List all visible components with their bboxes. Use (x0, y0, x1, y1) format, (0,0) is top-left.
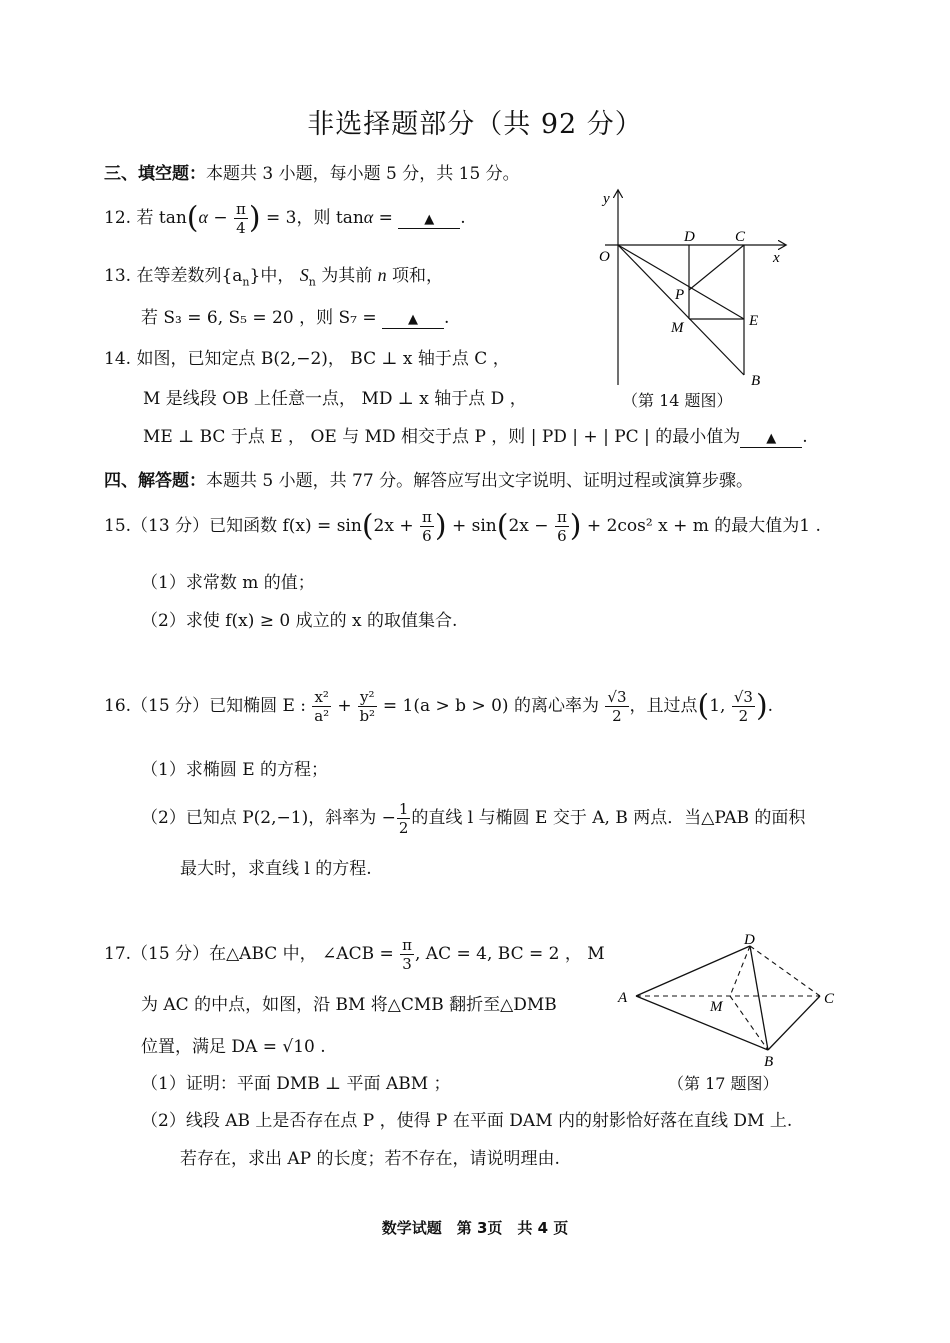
q17-part2-cont: 若存在，求出 AP 的长度；若不存在，请说明理由. (180, 1149, 560, 1169)
q12-eq: = 3，则 tan (260, 208, 364, 228)
label-D: D (744, 932, 755, 948)
segment-PC (689, 245, 744, 290)
q15-post: 的最大值为1 . (714, 516, 821, 536)
label-x: x (773, 250, 780, 266)
label-O: O (599, 249, 610, 265)
q15-tail: + 2cos² x + m (581, 516, 715, 536)
q17-part2: （2）线段 AB 上是否存在点 P ，使得 P 在平面 DAM 内的射影恰好落在直线 DM 上. (141, 1111, 793, 1131)
score: （15 分） (131, 944, 210, 964)
q15-arg1: 2x + (373, 516, 419, 536)
q13-n: n (377, 265, 387, 285)
label-P: P (675, 287, 685, 303)
pi-over-6-fraction (420, 508, 434, 545)
q14-line1: 如图，已知定点 B(2,−2)， BC ⊥ x 轴于点 C ， (136, 349, 510, 369)
segment-OE (618, 245, 744, 319)
q16-cond: = 1(a > b > 0) (377, 696, 509, 716)
question-14-line2 (143, 386, 527, 412)
frac-num: √3 (733, 688, 753, 706)
q15-pre: 已知函数 (209, 516, 283, 536)
y2-over-b2-fraction (358, 688, 377, 725)
question-number: 17. (104, 944, 132, 964)
q15-mid: + sin (446, 516, 497, 536)
segment-OB (618, 245, 744, 375)
question-17-line1 (104, 936, 605, 973)
q16-mid2: ，且过点 (629, 696, 698, 716)
q16-point: 1, (709, 696, 731, 716)
q14-post: . (802, 427, 808, 447)
question-14-line3 (143, 424, 808, 450)
section-four-heading (104, 466, 753, 491)
q15-arg2: 2x − (508, 516, 554, 536)
q17-part1: （1）证明：平面 DMB ⊥ 平面 ABM ； (141, 1074, 451, 1094)
pi-over-4-fraction (234, 200, 248, 237)
answer-blank: ▲ (382, 312, 444, 329)
q13-line2: 若 S₃ = 6, S₅ = 20 ，则 S₇ = (141, 308, 383, 328)
edge-AB (636, 996, 768, 1050)
frac-den: 2 (738, 707, 749, 725)
q14-line2: M 是线段 OB 上任意一点， MD ⊥ x 轴于点 D ， (143, 389, 527, 409)
question-number: 13. (104, 266, 132, 286)
question-number: 14. (104, 349, 132, 369)
label-C: C (824, 991, 835, 1007)
frac-den: 3 (402, 955, 412, 973)
q16-part2-cont: 最大时，求直线 l 的方程. (180, 859, 372, 879)
figure-17-diagram (610, 932, 845, 1072)
q16-mid: 的离心率为 (508, 696, 605, 716)
edge-DC-dashed (750, 946, 820, 996)
edge-DB (750, 946, 768, 1050)
label-C: C (735, 229, 746, 245)
figure-14-caption: （第 14 题图） (622, 391, 733, 410)
frac-den: 4 (236, 219, 246, 237)
figure-17-caption: （第 17 题图） (668, 1074, 779, 1093)
frac-den: b² (359, 707, 376, 725)
page-title: 非选择题部分（共 92 分） (307, 109, 643, 140)
label-B: B (764, 1054, 774, 1070)
question-13-line2 (141, 305, 449, 331)
question-12: 12. 若 tan(α − $\frac{\pi}{4}$ ) = 3，则 tanα = ▲ . (104, 200, 466, 237)
q13-text-c: 为其前 (315, 266, 378, 286)
one-half-fraction (397, 800, 411, 837)
question-16: 16.（15 分）已知椭圆 E : $\frac{\text{x²}}{\text{a²}}$ + $\frac{\text{y²}}{\text{b²}}$ = 1(a > b > 0) 的离心率为 $\frac{√3}{2}$ ，且过点(1, $\frac{√3}{2}$ ). (104, 688, 774, 725)
question-14-line1 (104, 346, 510, 372)
sqrt3-over-2-fraction (605, 688, 628, 725)
question-number: 12. (104, 208, 132, 228)
alpha-symbol: α (363, 207, 374, 227)
edge-BC (768, 996, 820, 1050)
section-three-desc: 本题共 3 小题，每小题 5 分，共 15 分。 (206, 164, 520, 184)
section-three-label: 三、填空题： (104, 164, 206, 184)
score: （15 分） (131, 696, 210, 716)
q13-text-b: }中， (249, 266, 295, 286)
frac-num: √3 (607, 688, 627, 706)
q16-part2 (141, 800, 805, 837)
question-13-line1 (104, 262, 443, 295)
pi-over-6-fraction (555, 508, 569, 545)
q16-pre: 已知椭圆 E : (209, 696, 312, 716)
label-E: E (749, 313, 759, 329)
pi-over-3-fraction (400, 936, 414, 973)
label-B: B (751, 373, 761, 389)
q13-sub2: n (308, 275, 316, 289)
q17-pre: 在△ABC 中， ∠ACB = (209, 944, 400, 964)
q15-fx: f(x) = sin (282, 516, 362, 536)
frac-den: 6 (557, 527, 567, 545)
label-y: y (603, 191, 610, 207)
q13-post: . (444, 308, 450, 328)
figure-14-diagram (595, 185, 795, 390)
question-17-line3: 位置，满足 DA = √10 . (141, 1037, 326, 1057)
question-15: 15.（13 分）已知函数 f(x) = sin(2x + $\frac{\pi}{6}$ ) + sin(2x − $\frac{\pi}{6}$ ) + 2cos² x + m 的最大值为1 . (104, 508, 821, 545)
alpha-symbol: α (198, 207, 208, 227)
q16-part1: （1）求椭圆 E 的方程； (141, 760, 329, 780)
question-17-line2: 为 AC 的中点，如图，沿 BM 将△CMB 翻折至△DMB (141, 995, 557, 1015)
answer-blank: ▲ (740, 431, 802, 448)
frac-num: x² (314, 688, 329, 706)
section-four-desc: 本题共 5 小题，共 77 分。解答应写出文字说明、证明过程或演算步骤。 (206, 471, 754, 491)
answer-blank: ▲ (398, 212, 460, 229)
frac-num: π (556, 508, 567, 526)
frac-num: π (402, 936, 412, 954)
q12-minus: − (207, 208, 234, 228)
q14-line3: ME ⊥ BC 于点 E ， OE 与 MD 相交于点 P ，则 | PD | + | PC | 的最小值为 (143, 427, 741, 447)
frac-den: 2 (612, 707, 622, 725)
q13-S: S (299, 265, 309, 285)
label-M: M (710, 999, 723, 1015)
q13-text-d: 项和， (386, 266, 444, 286)
frac-den: a² (314, 707, 330, 725)
q13-sub: n (242, 275, 250, 289)
frac-den: 2 (398, 819, 409, 837)
q16-p2b: 的直线 l 与椭圆 E 交于 A, B 两点．当△PAB 的面积 (411, 808, 806, 828)
q12-eq2: = (373, 208, 399, 228)
page-footer: 数学试题 第 3页 共 4 页 (381, 1219, 569, 1237)
label-D: D (684, 229, 695, 245)
q16-plus: + (331, 696, 357, 716)
frac-num: π (422, 508, 432, 526)
x2-over-a2-fraction (312, 688, 330, 725)
q16-post: . (767, 696, 774, 716)
q16-p2a: （2）已知点 P(2,−1)，斜率为 − (141, 808, 396, 828)
label-M: M (671, 320, 684, 336)
q13-text: 在等差数列{a (136, 266, 243, 286)
sqrt3-over-2-fraction (732, 688, 755, 725)
frac-num: π (236, 200, 246, 218)
q12-post: . (460, 208, 466, 228)
section-three-heading (104, 159, 520, 184)
q15-part1: （1）求常数 m 的值； (141, 573, 315, 593)
q12-text: 若 tan (136, 208, 187, 228)
q15-part2: （2）求使 f(x) ≥ 0 成立的 x 的取值集合. (141, 611, 458, 631)
label-A: A (618, 990, 628, 1006)
frac-num: y² (360, 688, 375, 706)
frac-num: 1 (398, 800, 409, 818)
frac-den: 6 (422, 527, 432, 545)
question-number: 16. (104, 696, 132, 716)
section-four-label: 四、解答题： (104, 471, 206, 491)
q17-cond: , AC = 4, BC = 2 ， M (415, 944, 605, 964)
score: （13 分） (131, 516, 210, 536)
question-number: 15. (104, 516, 132, 536)
